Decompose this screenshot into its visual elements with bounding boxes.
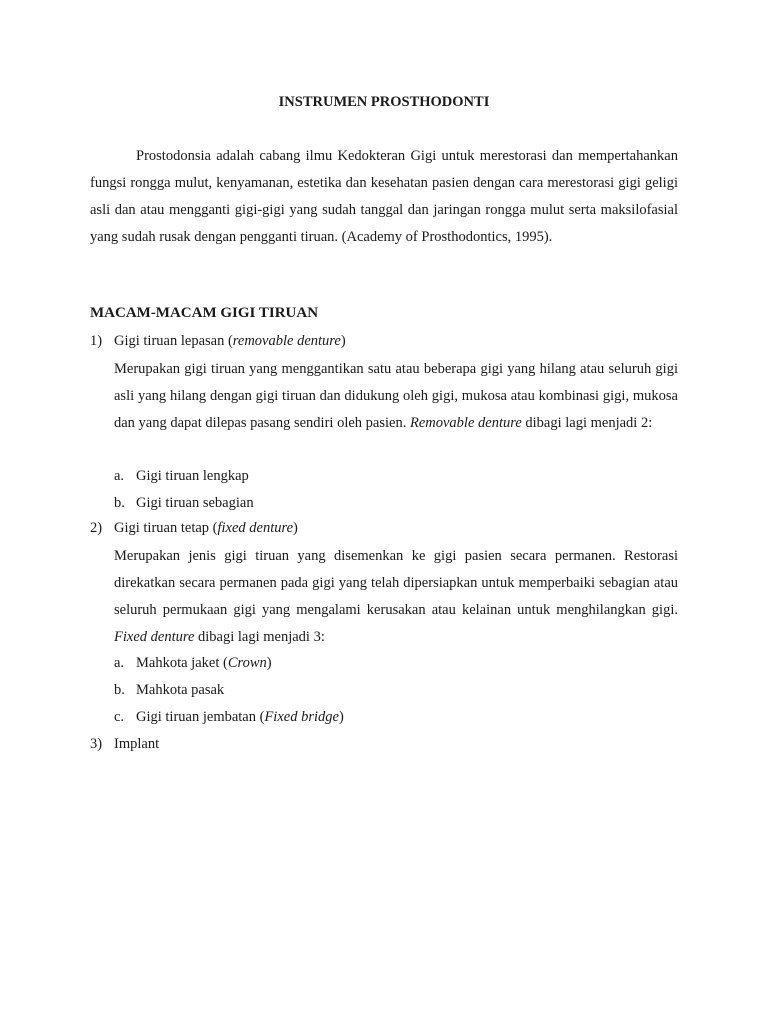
- item-label: Implant: [114, 736, 160, 752]
- item-number: 3): [90, 736, 103, 752]
- item-number: 2): [90, 520, 103, 536]
- document-title: INSTRUMEN PROSTHODONTI: [278, 94, 490, 110]
- sub-item-text: Gigi tiruan sebagian: [136, 495, 254, 511]
- sub-item-text: Mahkota jaket (Crown): [136, 655, 272, 671]
- sub-item-text: Mahkota pasak: [136, 682, 225, 698]
- intro-paragraph: Prostodonsia adalah cabang ilmu Kedokteran Gigi untuk merestorasi dan mempertahankan fungsi rongga mulut, kenyamanan, estetika dan kesehatan pasien dengan cara merestorasi gigi geligi asli dan atau mengganti gigi-gigi yang sudah tanggal dan jaringan rongga mulut serta maksilofasial yang sudah rusak dengan pengganti tiruan. (Academy of Prosthodontics, 1995).: [90, 148, 678, 245]
- sub-item-letter: c.: [114, 709, 125, 725]
- sub-item-text: Gigi tiruan lengkap: [136, 468, 249, 484]
- sub-item-letter: a.: [114, 468, 125, 484]
- item-label: Gigi tiruan tetap (fixed denture): [114, 520, 298, 536]
- item-description: Merupakan jenis gigi tiruan yang disemenkan ke gigi pasien secara permanen. Restorasi direkatkan secara permanen pada gigi yang telah dipersiapkan untuk memperbaiki sebagian atau seluruh permukaan gigi yang mengalami kerusakan atau kelainan untuk menghilangkan gigi. Fixed denture dibagi lagi menjadi 3:: [114, 548, 678, 645]
- sub-item-letter: b.: [114, 682, 125, 698]
- item-number: 1): [90, 333, 103, 349]
- sub-item-letter: a.: [114, 655, 125, 671]
- item-description: Merupakan gigi tiruan yang menggantikan satu atau beberapa gigi yang hilang atau seluruh gigi asli yang hilang dengan gigi tiruan dan didukung oleh gigi, mukosa atau kombinasi gigi, mukosa dan yang dapat dilepas pasang sendiri oleh pasien. Removable denture dibagi lagi menjadi 2:: [114, 361, 678, 431]
- sub-item-text: Gigi tiruan jembatan (Fixed bridge): [136, 709, 344, 725]
- item-label: Gigi tiruan lepasan (removable denture): [114, 333, 346, 349]
- section-heading: MACAM-MACAM GIGI TIRUAN: [90, 305, 319, 321]
- sub-item-letter: b.: [114, 495, 125, 511]
